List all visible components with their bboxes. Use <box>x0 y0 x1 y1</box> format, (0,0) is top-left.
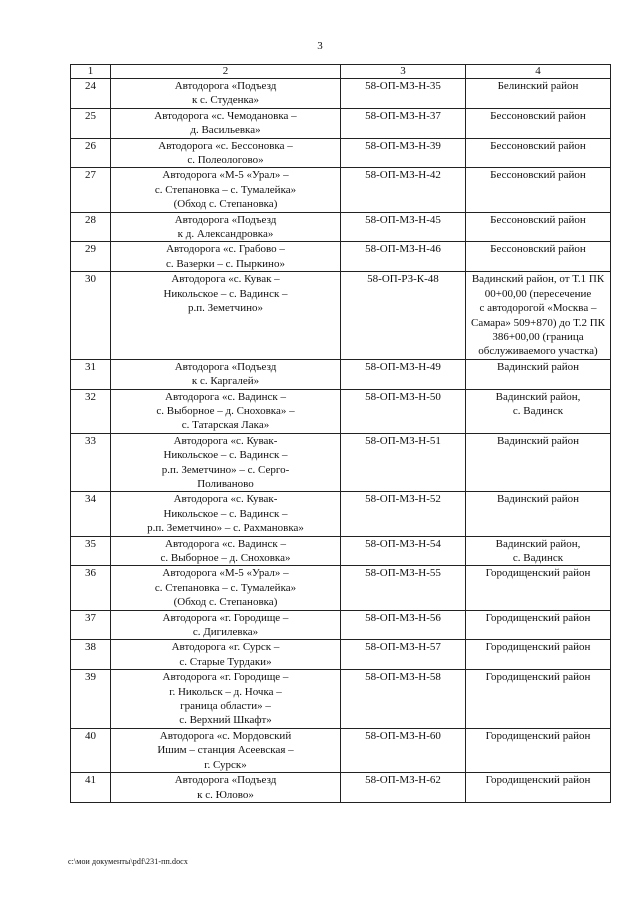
road-code: 58-ОП-МЗ-Н-55 <box>341 566 466 610</box>
header-row <box>71 65 611 79</box>
table-row <box>71 108 611 138</box>
row-number: 34 <box>71 492 111 536</box>
footer-file-path: c:\мои документы\pdf\231-пп.docx <box>68 857 188 866</box>
road-name: Автодорога «с. Кувак – Никольское – с. Вадинск – р.п. Земетчино» <box>111 272 341 359</box>
road-name: Автодорога «с. Вадинск – с. Выборное – д. Сноховка» <box>111 536 341 566</box>
district: Вадинский район <box>466 359 611 389</box>
road-code: 58-ОП-МЗ-Н-50 <box>341 389 466 433</box>
road-code: 58-ОП-МЗ-Н-42 <box>341 168 466 212</box>
table-row <box>71 773 611 803</box>
district: Бессоновский район <box>466 168 611 212</box>
table-row <box>71 272 611 359</box>
road-code: 58-ОП-МЗ-Н-52 <box>341 492 466 536</box>
district: Городищенский район <box>466 610 611 640</box>
table-row <box>71 242 611 272</box>
road-code: 58-ОП-МЗ-Н-60 <box>341 728 466 772</box>
row-number: 39 <box>71 670 111 729</box>
header-col-2: 2 <box>111 65 341 79</box>
road-name: Автодорога «Подъезд к с. Студенка» <box>111 79 341 109</box>
table-row <box>71 138 611 168</box>
table-row <box>71 212 611 242</box>
road-code: 58-ОП-МЗ-Н-45 <box>341 212 466 242</box>
row-number: 36 <box>71 566 111 610</box>
road-code: 58-ОП-РЗ-К-48 <box>341 272 466 359</box>
district: Бессоновский район <box>466 108 611 138</box>
table-row <box>71 79 611 109</box>
table-row <box>71 610 611 640</box>
district: Городищенский район <box>466 670 611 729</box>
road-code: 58-ОП-МЗ-Н-35 <box>341 79 466 109</box>
row-number: 31 <box>71 359 111 389</box>
road-code: 58-ОП-МЗ-Н-39 <box>341 138 466 168</box>
row-number: 25 <box>71 108 111 138</box>
header-col-1: 1 <box>71 65 111 79</box>
district: Бессоновский район <box>466 242 611 272</box>
road-code: 58-ОП-МЗ-Н-37 <box>341 108 466 138</box>
road-name: Автодорога «с. Мордовский Ишим – станция Асеевская – г. Сурск» <box>111 728 341 772</box>
district: Городищенский район <box>466 728 611 772</box>
road-code: 58-ОП-МЗ-Н-56 <box>341 610 466 640</box>
row-number: 27 <box>71 168 111 212</box>
table-row <box>71 536 611 566</box>
row-number: 41 <box>71 773 111 803</box>
row-number: 37 <box>71 610 111 640</box>
table-row <box>71 640 611 670</box>
district: Бессоновский район <box>466 138 611 168</box>
row-number: 24 <box>71 79 111 109</box>
row-number: 28 <box>71 212 111 242</box>
road-name: Автодорога «с. Грабово – с. Вазерки – с. Пыркино» <box>111 242 341 272</box>
table-row <box>71 433 611 492</box>
district: Вадинский район, с. Вадинск <box>466 536 611 566</box>
table-row <box>71 670 611 729</box>
row-number: 29 <box>71 242 111 272</box>
road-code: 58-ОП-МЗ-Н-58 <box>341 670 466 729</box>
road-name: Автодорога «с. Вадинск – с. Выборное – д. Сноховка» – с. Татарская Лака» <box>111 389 341 433</box>
road-name: Автодорога «М-5 «Урал» – с. Степановка – с. Тумалейка» (Обход с. Степановка) <box>111 566 341 610</box>
row-number: 35 <box>71 536 111 566</box>
road-code: 58-ОП-МЗ-Н-62 <box>341 773 466 803</box>
road-name: Автодорога «с. Бессоновка – с. Полеологово» <box>111 138 341 168</box>
road-name: Автодорога «с. Кувак- Никольское – с. Вадинск – р.п. Земетчино» – с. Рахмановка» <box>111 492 341 536</box>
header-col-4: 4 <box>466 65 611 79</box>
road-name: Автодорога «М-5 «Урал» – с. Степановка – с. Тумалейка» (Обход с. Степановка) <box>111 168 341 212</box>
district: Вадинский район <box>466 492 611 536</box>
district: Городищенский район <box>466 566 611 610</box>
road-code: 58-ОП-МЗ-Н-51 <box>341 433 466 492</box>
district: Бессоновский район <box>466 212 611 242</box>
row-number: 33 <box>71 433 111 492</box>
row-number: 40 <box>71 728 111 772</box>
road-code: 58-ОП-МЗ-Н-46 <box>341 242 466 272</box>
road-name: Автодорога «г. Сурск – с. Старые Турдаки» <box>111 640 341 670</box>
page-number: 3 <box>317 40 323 52</box>
road-code: 58-ОП-МЗ-Н-57 <box>341 640 466 670</box>
road-name: Автодорога «г. Городище – с. Дигилевка» <box>111 610 341 640</box>
district: Белинский район <box>466 79 611 109</box>
table-row <box>71 566 611 610</box>
road-code: 58-ОП-МЗ-Н-49 <box>341 359 466 389</box>
table-row <box>71 728 611 772</box>
roads-table <box>70 64 611 803</box>
road-name: Автодорога «Подъезд к д. Александровка» <box>111 212 341 242</box>
row-number: 38 <box>71 640 111 670</box>
road-name: Автодорога «г. Городище – г. Никольск – д. Ночка – граница области» – с. Верхний Шкафт» <box>111 670 341 729</box>
district: Вадинский район <box>466 433 611 492</box>
district: Вадинский район, с. Вадинск <box>466 389 611 433</box>
district: Городищенский район <box>466 773 611 803</box>
table-row <box>71 359 611 389</box>
road-name: Автодорога «Подъезд к с. Юлово» <box>111 773 341 803</box>
district: Городищенский район <box>466 640 611 670</box>
row-number: 26 <box>71 138 111 168</box>
table-row <box>71 389 611 433</box>
header-col-3: 3 <box>341 65 466 79</box>
road-code: 58-ОП-МЗ-Н-54 <box>341 536 466 566</box>
table-row <box>71 168 611 212</box>
table-row <box>71 492 611 536</box>
district: Вадинский район, от Т.1 ПК 00+00,00 (пересечение с автодорогой «Москва – Самара» 509+870) до Т.2 ПК 386+00,00 (граница обслуживаемого участка) <box>466 272 611 359</box>
road-name: Автодорога «с. Кувак- Никольское – с. Вадинск – р.п. Земетчино» – с. Серго- Поливаново <box>111 433 341 492</box>
row-number: 30 <box>71 272 111 359</box>
row-number: 32 <box>71 389 111 433</box>
road-name: Автодорога «Подъезд к с. Каргалей» <box>111 359 341 389</box>
road-name: Автодорога «с. Чемодановка – д. Васильевка» <box>111 108 341 138</box>
